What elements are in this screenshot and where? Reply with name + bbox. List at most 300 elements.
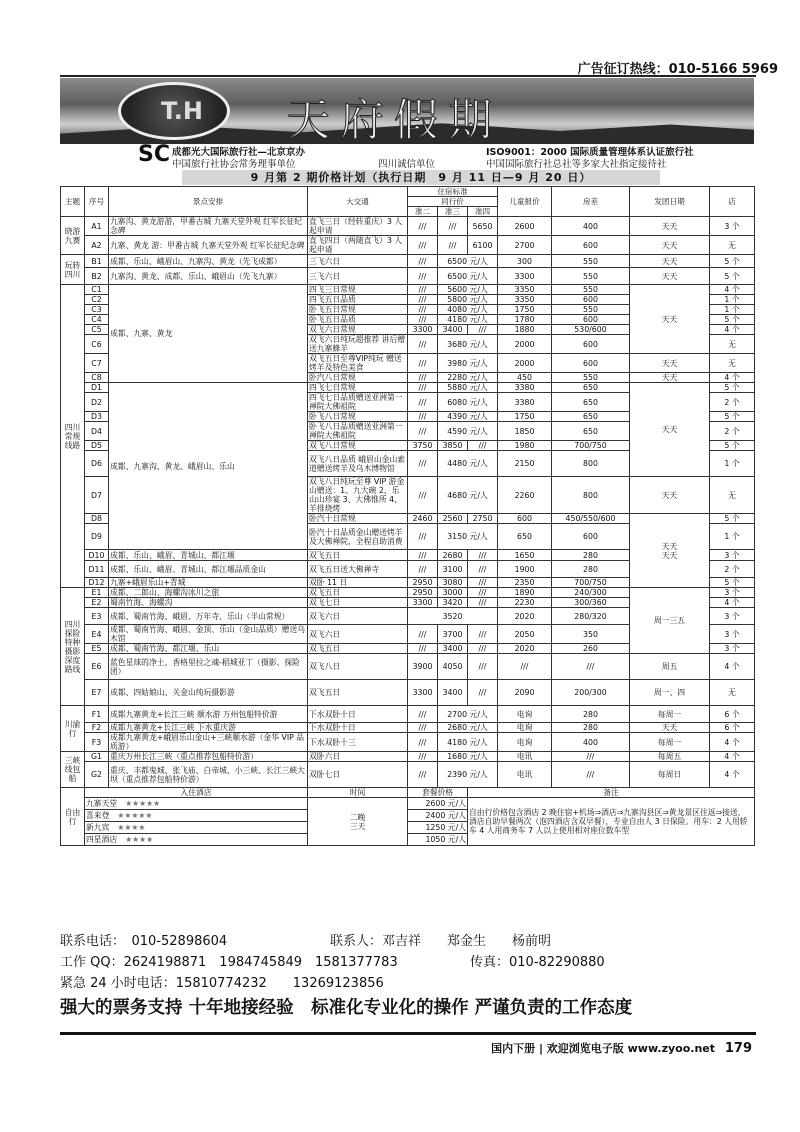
shop-cell: 3 个 — [710, 625, 755, 644]
scenic-cell: 成都九寨黄龙+峨眉乐山金山+三峡顺水游（金华 VIP 品质游） — [109, 733, 308, 752]
free-hotel — [85, 810, 308, 822]
theme-cell: 三峡线包船 — [61, 752, 85, 788]
row-no: D1 — [85, 383, 109, 393]
child-price: 电询 — [498, 733, 552, 752]
row-no: C5 — [85, 325, 109, 335]
room-diff: 280 — [552, 561, 630, 578]
child-price: 电询 — [498, 706, 552, 723]
hotel-name: 新九宾 — [86, 823, 110, 832]
room-diff: 280 — [552, 550, 630, 561]
child-price: 2260 — [498, 477, 552, 514]
child-price: 1750 — [498, 305, 552, 315]
shop-cell: 4 个 — [710, 325, 755, 335]
traffic-cell: 双飞六日 — [308, 608, 408, 625]
traffic-cell: 双卧 11 日 — [308, 578, 408, 588]
room-diff: 800 — [552, 451, 630, 477]
shop-cell: 1 个 — [710, 451, 755, 477]
depart-cell: 天天 — [630, 255, 710, 268]
depart-cell: 天天 — [630, 217, 710, 236]
row-no: F3 — [85, 733, 109, 752]
room-diff: 450/550/600 — [552, 514, 630, 524]
room-diff: /// — [552, 752, 630, 762]
shop-cell: 5 个 — [710, 255, 755, 268]
traffic-cell: 双飞八日 — [308, 654, 408, 680]
free-hotel — [85, 834, 308, 846]
traffic-cell: 卧飞八日常规 — [308, 412, 408, 422]
traffic-cell: 双飞六日纯玩超推荐 讲后赠送九寨蜂羊 — [308, 335, 408, 354]
price-s2: /// — [408, 305, 438, 315]
table-row — [61, 723, 755, 733]
star-icon: ★★★★ — [117, 823, 146, 832]
star-icon: ★★★★★ — [125, 799, 161, 808]
shop-cell: 无 — [710, 680, 755, 706]
col-no: 序号 — [85, 187, 109, 217]
price-s2: 3750 — [408, 441, 438, 451]
price-s3: 2560 — [438, 514, 468, 524]
traffic-cell: 三飞六日 — [308, 255, 408, 268]
shop-cell: 1 个 — [710, 524, 755, 550]
row-no: G2 — [85, 762, 109, 788]
price-group: 2390 元/人 — [438, 762, 498, 788]
shop-cell: 3 个 — [710, 217, 755, 236]
shop-cell: 5 个 — [710, 412, 755, 422]
price-group: 4480 元/人 — [438, 451, 498, 477]
theme-cell: 玩转四川 — [61, 255, 85, 285]
price-group: 4180 元/人 — [438, 315, 498, 325]
traffic-cell: 直飞三日（经转重庆）3 人起申请 — [308, 217, 408, 236]
scenic-cell: 成都九寨黄龙+长江三峡 顺水游 万州包船特价游 — [109, 706, 308, 723]
price-group: 2680 元/人 — [438, 723, 498, 733]
room-diff: 700/750 — [552, 578, 630, 588]
price-group: 5800 元/人 — [438, 295, 498, 305]
room-diff: 600 — [552, 524, 630, 550]
child-price: 3350 — [498, 295, 552, 305]
child-price: /// — [498, 654, 552, 680]
row-no: E1 — [85, 588, 109, 598]
free-row — [61, 798, 755, 810]
child-price: 3380 — [498, 383, 552, 393]
table-row — [61, 236, 755, 255]
price-s3: 3000 — [438, 588, 468, 598]
row-no: D4 — [85, 422, 109, 441]
col-shop: 店 — [710, 187, 755, 217]
traffic-cell: 双飞五日送大佛禅寺 — [308, 561, 408, 578]
room-diff: 550 — [552, 285, 630, 295]
depart-cell: 天天 — [630, 354, 710, 373]
traffic-cell: 双飞六日常规 — [308, 325, 408, 335]
price-s2: /// — [408, 335, 438, 354]
traffic-cell: 四飞七日品质赠送亚洲第一禅院大佛祖院 — [308, 393, 408, 412]
child-price: 2000 — [498, 335, 552, 354]
room-diff: 650 — [552, 412, 630, 422]
scenic-cell: 成都、二郎山、海螺沟冰川之旅 — [109, 588, 308, 598]
price-s2: /// — [408, 625, 438, 644]
price-s4: /// — [468, 598, 498, 608]
room-diff: 700/750 — [552, 441, 630, 451]
theme-cell: 川渝行 — [61, 706, 85, 752]
free-price-head: 套餐价格 — [408, 788, 468, 798]
price-s4: /// — [468, 441, 498, 451]
shop-cell: 4 个 — [710, 733, 755, 752]
contact-line-1 — [60, 930, 552, 949]
row-no: G1 — [85, 752, 109, 762]
depart-cell: 周一、四 — [630, 680, 710, 706]
col-stay: 住宿标准 — [408, 187, 498, 197]
table-row — [61, 752, 755, 762]
agency-grade: 中国国际旅行社总社等多家大社指定接待社 — [486, 159, 667, 170]
price-s2: /// — [408, 268, 438, 285]
row-no: F2 — [85, 723, 109, 733]
price-s2: /// — [408, 255, 438, 268]
child-price: 1980 — [498, 441, 552, 451]
price-s2: /// — [408, 706, 438, 723]
row-no: F1 — [85, 706, 109, 723]
depart-cell: 天天 — [630, 268, 710, 285]
price-s4: /// — [468, 654, 498, 680]
row-no: D8 — [85, 514, 109, 524]
room-diff: 600 — [552, 236, 630, 255]
row-no: D11 — [85, 561, 109, 578]
child-price: 2050 — [498, 625, 552, 644]
price-s2: /// — [408, 393, 438, 412]
contact-emergency: 紧急 24 小时电话：15810774232 13269123856 — [60, 976, 384, 991]
depart-cell: 天天 — [630, 236, 710, 255]
shop-cell: 4 个 — [710, 285, 755, 295]
shop-cell: 2 个 — [710, 393, 755, 412]
child-price: 300 — [498, 255, 552, 268]
child-price: 1650 — [498, 550, 552, 561]
row-no: E3 — [85, 608, 109, 625]
price-group: 5600 元/人 — [438, 285, 498, 295]
traffic-cell: 双飞八日纯玩至尊 VIP 游金山赠送：1、九大碗 2、乐山山珍宴 3、大佛惟所 4、羊排烧烤 — [308, 477, 408, 514]
agency-iso: ISO9001：2000 国际质量管理体系认证旅行社 — [486, 147, 694, 158]
price-s4: /// — [468, 644, 498, 654]
price-group: 4390 元/人 — [438, 412, 498, 422]
contact-qq: 工作 QQ：2624198871 1984745849 1581377783 — [60, 955, 398, 970]
price-s2: /// — [408, 752, 438, 762]
top-rule — [60, 75, 756, 77]
price-s4: 2750 — [468, 514, 498, 524]
price-group: 2280 元/人 — [438, 373, 498, 383]
price-s2: /// — [408, 236, 438, 255]
depart-cell: 每周一 — [630, 706, 710, 723]
room-diff: 280 — [552, 706, 630, 723]
depart-cell: 天天 — [630, 383, 710, 477]
agency-logo-icon: SC — [138, 142, 170, 167]
price-s3: 3080 — [438, 578, 468, 588]
price-s2: /// — [408, 383, 438, 393]
shop-cell: 2 个 — [710, 422, 755, 441]
contact-fax: 传真：010-82290880 — [470, 955, 605, 970]
price-s2: /// — [408, 477, 438, 514]
shop-cell: 2 个 — [710, 561, 755, 578]
price-s3: 3420 — [438, 598, 468, 608]
contact-line-2 — [60, 951, 605, 970]
depart-cell: 周一三五 — [630, 588, 710, 654]
row-no: E2 — [85, 598, 109, 608]
row-no: C8 — [85, 373, 109, 383]
price-s3: 3400 — [438, 644, 468, 654]
child-price: 1750 — [498, 412, 552, 422]
price-s2: 3300 — [408, 598, 438, 608]
free-time: 二晚 三天 — [308, 798, 408, 846]
price-group: 3150 元/人 — [438, 524, 498, 550]
traffic-cell: 卧汽八日常规 — [308, 373, 408, 383]
room-diff: 350 — [552, 625, 630, 644]
hotel-name: 四星酒店 — [86, 835, 118, 844]
room-diff: 800 — [552, 477, 630, 514]
table-row — [61, 255, 755, 268]
depart-cell: 每周日 — [630, 762, 710, 788]
agency-assoc: 中国旅行社协会常务理事单位 — [172, 159, 296, 170]
bottom-rule — [60, 1032, 756, 1035]
price-s2: /// — [408, 733, 438, 752]
row-no: C3 — [85, 305, 109, 315]
price-group: 4590 元/人 — [438, 422, 498, 441]
hotel-name: 喜来登 — [86, 811, 110, 820]
shop-cell: 3 个 — [710, 644, 755, 654]
row-no: D3 — [85, 412, 109, 422]
agency-name: 成都光大国际旅行社—北京京办 — [172, 147, 306, 158]
child-price: 电讯 — [498, 752, 552, 762]
traffic-cell: 下水双卧十日 — [308, 706, 408, 723]
traffic-cell: 卧飞八日品质赠送亚洲第一禅院大佛祖院 — [308, 422, 408, 441]
shop-cell: 6 个 — [710, 723, 755, 733]
price-s4: /// — [468, 588, 498, 598]
table-row — [61, 383, 755, 393]
scenic-cell: 蓝色星球的净土，香格里拉之魂-稻城亚丁（摄影、探险团） — [109, 654, 308, 680]
child-price: 2150 — [498, 451, 552, 477]
row-no: C7 — [85, 354, 109, 373]
child-price: 2600 — [498, 217, 552, 236]
free-price: 1250 元/人 — [408, 822, 468, 834]
traffic-cell: 双卧六日 — [308, 752, 408, 762]
table-row — [61, 217, 755, 236]
plan-title: 9 月第 2 期价格计划（执行日期 9 月 11 日—9 月 20 日） — [182, 170, 660, 185]
shop-cell: 1 个 — [710, 305, 755, 315]
table-row — [61, 706, 755, 723]
price-group: 6500 元/人 — [438, 268, 498, 285]
scenic-cell: 成都、乐山、峨眉山、九寨沟、黄龙（先飞成都） — [109, 255, 308, 268]
price-group: 2700 元/人 — [438, 706, 498, 723]
price-s4: /// — [468, 680, 498, 706]
price-s2: 2950 — [408, 588, 438, 598]
price-s3: 4050 — [438, 654, 468, 680]
price-s2: /// — [408, 315, 438, 325]
price-group: 3980 元/人 — [438, 354, 498, 373]
shop-cell: 4 个 — [710, 373, 755, 383]
agency-info — [60, 144, 754, 170]
col-traffic: 大交通 — [308, 187, 408, 217]
price-s2: /// — [408, 412, 438, 422]
traffic-cell: 双飞五日 — [308, 550, 408, 561]
table-row — [61, 654, 755, 680]
shop-cell: 4 个 — [710, 762, 755, 788]
traffic-cell: 双飞七日 — [308, 598, 408, 608]
table-row — [61, 588, 755, 598]
room-diff: 280 — [552, 723, 630, 733]
scenic-cell: 成都、蜀南竹海、都江堰、乐山 — [109, 644, 308, 654]
depart-cell: 每周一 — [630, 733, 710, 752]
room-diff: 530/600 — [552, 325, 630, 335]
traffic-cell: 双飞五日 — [308, 644, 408, 654]
table-row — [61, 733, 755, 752]
shop-cell: 4 个 — [710, 752, 755, 762]
row-no: C6 — [85, 335, 109, 354]
free-note-head: 备注 — [468, 788, 755, 798]
col-room: 房差 — [552, 187, 630, 217]
theme-cell: 四川常规线路 — [61, 285, 85, 588]
star-icon: ★★★★★ — [117, 811, 153, 820]
col-group: 同行价 — [408, 197, 498, 207]
scenic-cell: 成都、蜀南竹海、峨眉、金顶、乐山（金山品质）赠送乌木馆 — [109, 625, 308, 644]
theme-cell: 晓游九赛 — [61, 217, 85, 255]
free-time-head: 时间 — [308, 788, 408, 798]
table-row — [61, 268, 755, 285]
page-footer — [491, 1040, 752, 1056]
price-s2: 2950 — [408, 578, 438, 588]
child-price: 1850 — [498, 422, 552, 441]
shop-cell: 5 个 — [710, 383, 755, 393]
child-price: 450 — [498, 373, 552, 383]
child-price: 2000 — [498, 354, 552, 373]
col-s4: 准四 — [468, 207, 498, 217]
room-diff: 200/300 — [552, 680, 630, 706]
theme-cell: 四川探险特种摄影深度路线 — [61, 588, 85, 706]
depart-cell: 周五 — [630, 654, 710, 680]
scenic-cell: 成都、九寨、黄龙 — [109, 285, 308, 383]
row-no: D2 — [85, 393, 109, 412]
price-s4: /// — [468, 625, 498, 644]
row-no: C1 — [85, 285, 109, 295]
price-s4: /// — [468, 550, 498, 561]
room-diff: 400 — [552, 217, 630, 236]
price-s2: /// — [408, 723, 438, 733]
table-row — [61, 762, 755, 788]
child-price: 2020 — [498, 644, 552, 654]
scenic-cell: 成都、乐山、峨眉、青城山、都江堰 — [109, 550, 308, 561]
price-s2: 2460 — [408, 514, 438, 524]
depart-cell: 天天 — [630, 373, 710, 383]
row-no: D9 — [85, 524, 109, 550]
scenic-cell: 九寨+峨眉乐山+青城 — [109, 578, 308, 588]
row-no: E7 — [85, 680, 109, 706]
room-diff: 550 — [552, 305, 630, 315]
row-no: C4 — [85, 315, 109, 325]
row-no: D12 — [85, 578, 109, 588]
table-row — [61, 680, 755, 706]
col-scenic: 景点安排 — [109, 187, 308, 217]
room-diff: 650 — [552, 393, 630, 412]
shop-cell: 3 个 — [710, 588, 755, 598]
room-diff: 650 — [552, 383, 630, 393]
depart-cell: 每周五 — [630, 752, 710, 762]
room-diff: /// — [552, 654, 630, 680]
price-group: 5880 元/人 — [438, 383, 498, 393]
contact-person: 联系人：邓吉祥 郑金生 杨前明 — [330, 934, 552, 949]
row-no: E6 — [85, 654, 109, 680]
depart-cell: 天天 — [630, 477, 710, 514]
scenic-cell: 成都、蜀南竹海、峨眉、万年寺、乐山（半山常规） — [109, 608, 308, 625]
shop-cell: 3 个 — [710, 550, 755, 561]
free-price: 1050 元/人 — [408, 834, 468, 846]
scenic-cell: 重庆万州长江三峡（重点推荐包船特价游） — [109, 752, 308, 762]
traffic-cell: 双飞六日 — [308, 625, 408, 644]
room-diff: 280/320 — [552, 608, 630, 625]
price-s2: /// — [408, 644, 438, 654]
price-s3: 3850 — [438, 441, 468, 451]
traffic-cell: 卧飞五日常规 — [308, 305, 408, 315]
traffic-cell: 双飞八日常规 — [308, 441, 408, 451]
price-s2: /// — [408, 550, 438, 561]
child-price: 2020 — [498, 608, 552, 625]
col-child: 儿童报价 — [498, 187, 552, 217]
free-header-row — [61, 788, 755, 798]
scenic-cell: 成都、九寨沟、黄龙、峨眉山、乐山 — [109, 383, 308, 550]
depart-cell: 天天 天天 — [630, 514, 710, 588]
shop-cell: 5 个 — [710, 578, 755, 588]
traffic-cell: 卧飞五日品质 — [308, 315, 408, 325]
price-s3: 2680 — [438, 550, 468, 561]
scenic-cell: 九寨沟、黄龙游游，甲番古城 九寨天堂外观 红军长征纪念碑 — [109, 217, 308, 236]
child-price: 650 — [498, 524, 552, 550]
child-price: 1780 — [498, 315, 552, 325]
row-no: C2 — [85, 295, 109, 305]
banner-title: 天府假期 — [286, 95, 502, 144]
price-s2: /// — [408, 295, 438, 305]
price-table — [60, 186, 755, 846]
agency-honest: 四川诚信单位 — [378, 159, 436, 170]
price-group: 4080 元/人 — [438, 305, 498, 315]
row-no: D7 — [85, 477, 109, 514]
traffic-cell: 双卧七日 — [308, 762, 408, 788]
free-price: 2400 元/人 — [408, 810, 468, 822]
price-group: 3680 元/人 — [438, 335, 498, 354]
price-s4: 6100 — [468, 236, 498, 255]
free-hotel — [85, 798, 308, 810]
price-group: 6080 元/人 — [438, 393, 498, 412]
room-diff: 550 — [552, 255, 630, 268]
shop-cell: 无 — [710, 354, 755, 373]
price-s3: 3400 — [438, 680, 468, 706]
scenic-cell: 成都、四姑娘山、关金山纯玩摄影游 — [109, 680, 308, 706]
child-price: 600 — [498, 514, 552, 524]
price-s2: /// — [408, 524, 438, 550]
row-no: E4 — [85, 625, 109, 644]
price-s3: 3400 — [438, 325, 468, 335]
row-no: A2 — [85, 236, 109, 255]
shop-cell: 4 个 — [710, 654, 755, 680]
child-price: 3380 — [498, 393, 552, 412]
traffic-cell: 卧汽十日品质金山赠送烤羊及大佛禅院，全程自助消费 — [308, 524, 408, 550]
row-no: D10 — [85, 550, 109, 561]
traffic-cell: 双飞五日 — [308, 588, 408, 598]
banner — [60, 78, 754, 144]
traffic-cell: 直飞四日（两随直飞）3 人起申请 — [308, 236, 408, 255]
row-no: E5 — [85, 644, 109, 654]
child-price: 2090 — [498, 680, 552, 706]
shop-cell: 4 个 — [710, 598, 755, 608]
hotel-name: 九寨天堂 — [86, 799, 118, 808]
child-price: 1900 — [498, 561, 552, 578]
traffic-cell: 下水双卧十三 — [308, 733, 408, 752]
room-diff: 400 — [552, 733, 630, 752]
free-hotel-head: 入住酒店 — [85, 788, 308, 798]
price-s2: /// — [408, 354, 438, 373]
price-s4: /// — [468, 578, 498, 588]
traffic-cell: 四飞七日常规 — [308, 383, 408, 393]
scenic-cell: 九寨沟、黄龙、成都、乐山、峨眉山（先飞九寨） — [109, 268, 308, 285]
